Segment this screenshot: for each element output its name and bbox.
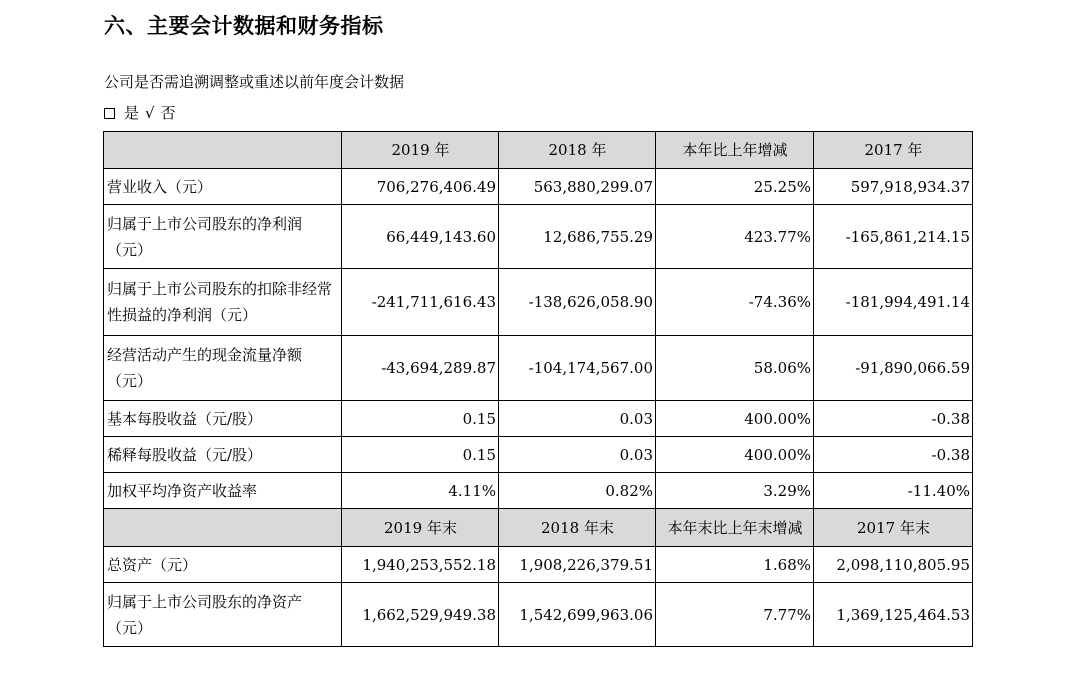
table-row bbox=[104, 169, 973, 205]
table-cell: 0.15 bbox=[342, 401, 499, 437]
table-cell: -0.38 bbox=[814, 401, 973, 437]
table-row bbox=[104, 401, 973, 437]
table-cell: 7.77% bbox=[656, 583, 814, 647]
table-header-row bbox=[104, 132, 973, 169]
table-cell: 2,098,110,805.95 bbox=[814, 547, 973, 583]
restatement-choice bbox=[104, 103, 176, 123]
header-cell: 2017 年末 bbox=[814, 509, 973, 547]
header-cell: 2019 年 bbox=[342, 132, 499, 169]
table-cell: 4.11% bbox=[342, 473, 499, 509]
table-cell: 3.29% bbox=[656, 473, 814, 509]
restatement-question: 公司是否需追溯调整或重述以前年度会计数据 bbox=[104, 73, 405, 91]
header-corner-cell bbox=[104, 509, 342, 547]
table-cell: 1,662,529,949.38 bbox=[342, 583, 499, 647]
table-cell: 400.00% bbox=[656, 437, 814, 473]
table-row bbox=[104, 583, 973, 647]
table-cell: -104,174,567.00 bbox=[499, 336, 656, 401]
table-cell: -74.36% bbox=[656, 269, 814, 336]
row-label: 加权平均净资产收益率 bbox=[104, 473, 342, 509]
table-cell: 1.68% bbox=[656, 547, 814, 583]
table-row bbox=[104, 269, 973, 336]
table-cell: 563,880,299.07 bbox=[499, 169, 656, 205]
table-cell: 0.15 bbox=[342, 437, 499, 473]
table-cell: -181,994,491.14 bbox=[814, 269, 973, 336]
check-mark-icon: √ bbox=[145, 104, 155, 122]
table-cell: -138,626,058.90 bbox=[499, 269, 656, 336]
header-cell: 2018 年 bbox=[499, 132, 656, 169]
row-label: 归属于上市公司股东的净利润（元） bbox=[104, 205, 342, 269]
table-cell: -165,861,214.15 bbox=[814, 205, 973, 269]
checkbox-icon bbox=[104, 108, 115, 119]
table-cell: -91,890,066.59 bbox=[814, 336, 973, 401]
table-cell: -0.38 bbox=[814, 437, 973, 473]
table-cell: 1,908,226,379.51 bbox=[499, 547, 656, 583]
table-row bbox=[104, 205, 973, 269]
header-cell: 2019 年末 bbox=[342, 509, 499, 547]
table-cell: 1,940,253,552.18 bbox=[342, 547, 499, 583]
table-row bbox=[104, 437, 973, 473]
table-row bbox=[104, 547, 973, 583]
table-cell: -11.40% bbox=[814, 473, 973, 509]
table-row bbox=[104, 473, 973, 509]
row-label: 归属于上市公司股东的净资产（元） bbox=[104, 583, 342, 647]
yes-label: 是 bbox=[124, 104, 140, 122]
table-cell: 12,686,755.29 bbox=[499, 205, 656, 269]
table-header-row bbox=[104, 509, 973, 547]
table-cell: 400.00% bbox=[656, 401, 814, 437]
header-cell: 2018 年末 bbox=[499, 509, 656, 547]
row-label: 稀释每股收益（元/股） bbox=[104, 437, 342, 473]
table-cell: 66,449,143.60 bbox=[342, 205, 499, 269]
header-cell: 本年末比上年末增减 bbox=[656, 509, 814, 547]
table-cell: 1,369,125,464.53 bbox=[814, 583, 973, 647]
financial-indicators-table bbox=[103, 131, 973, 647]
header-cell: 2017 年 bbox=[814, 132, 973, 169]
table-cell: 0.03 bbox=[499, 437, 656, 473]
row-label: 基本每股收益（元/股） bbox=[104, 401, 342, 437]
table-cell: 25.25% bbox=[656, 169, 814, 205]
table-cell: 423.77% bbox=[656, 205, 814, 269]
row-label: 经营活动产生的现金流量净额（元） bbox=[104, 336, 342, 401]
no-label: 否 bbox=[160, 104, 176, 122]
section-title: 六、主要会计数据和财务指标 bbox=[104, 14, 384, 38]
row-label: 总资产（元） bbox=[104, 547, 342, 583]
table-cell: 58.06% bbox=[656, 336, 814, 401]
table-cell: 0.03 bbox=[499, 401, 656, 437]
header-corner-cell bbox=[104, 132, 342, 169]
row-label: 归属于上市公司股东的扣除非经常性损益的净利润（元） bbox=[104, 269, 342, 336]
table-row bbox=[104, 336, 973, 401]
table-cell: -241,711,616.43 bbox=[342, 269, 499, 336]
row-label: 营业收入（元） bbox=[104, 169, 342, 205]
header-cell: 本年比上年增减 bbox=[656, 132, 814, 169]
table-cell: -43,694,289.87 bbox=[342, 336, 499, 401]
table-cell: 0.82% bbox=[499, 473, 656, 509]
table-cell: 1,542,699,963.06 bbox=[499, 583, 656, 647]
table-cell: 706,276,406.49 bbox=[342, 169, 499, 205]
table-cell: 597,918,934.37 bbox=[814, 169, 973, 205]
